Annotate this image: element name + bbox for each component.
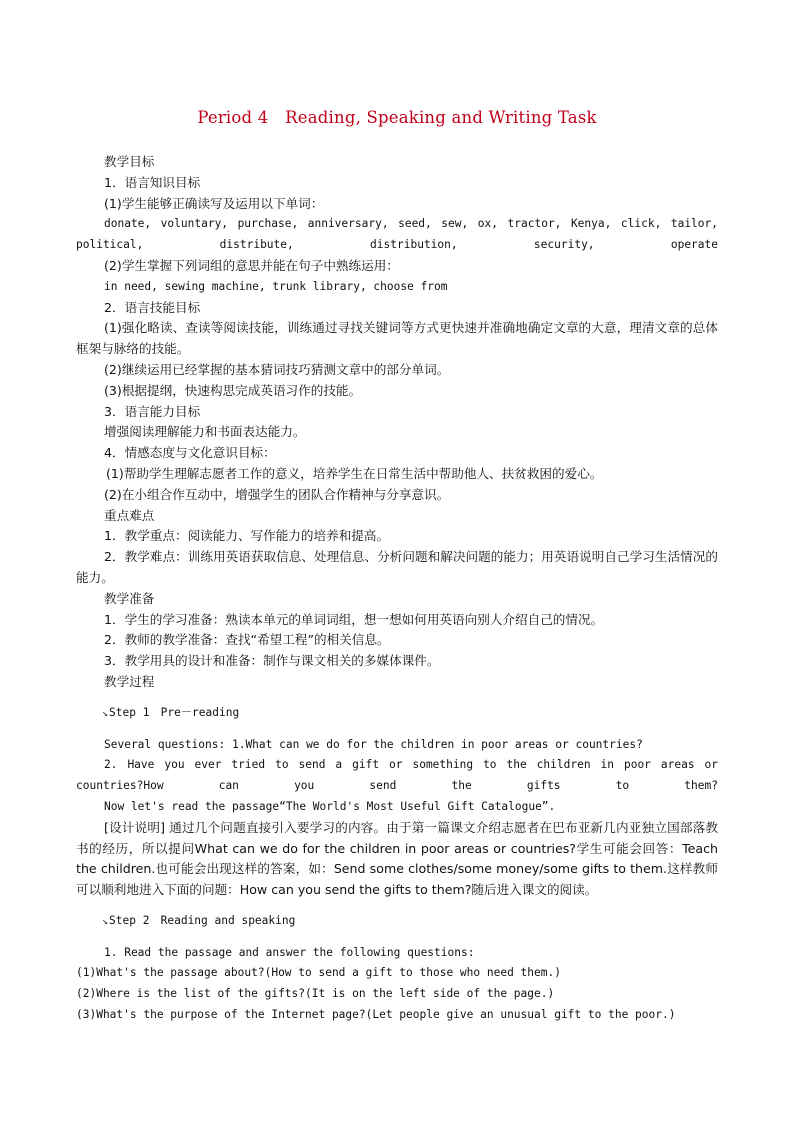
section-heading-key-points: 重点难点 [104,507,155,523]
paragraph: 3．教学用具的设计和准备：制作与课文相关的多媒体课件。 [104,653,440,669]
step-arrow-icon: ↘ [102,915,109,927]
paragraph: (1)学生能够正确读写及运用以下单词： [104,195,324,211]
paragraph: 1. Read the passage and answer the following questions: [104,945,475,959]
paragraph: (1)强化略读、查读等阅读技能，训练通过寻找关键词等方式更快速并准确地确定文章的大意，理清文章的总体框架与脉络的技能。 [76,320,718,357]
document-title: Period 4 Reading, Speaking and Writing Task [197,108,597,127]
paragraph: 增强阅读理解能力和书面表达能力。 [104,424,306,440]
section-heading-objectives: 教学目标 [104,154,155,169]
paragraph: 1．教学重点：阅读能力、写作能力的培养和提高。 [104,528,390,544]
step-heading-1 [76,703,718,725]
vocabulary-list: donate, voluntary, purchase, anniversary, seed, sew, ox, tractor, Kenya, click, tailor, political, distribute, distribution, security, operate [76,217,718,252]
subheading-attitude: 4．情感态度与文化意识目标： [104,445,276,461]
document-body [76,152,718,1026]
step-title: Step 1 Pre－reading [109,705,240,719]
paragraph: (3)根据提纲，快速构思完成英语习作的技能。 [104,382,362,398]
step-heading-2 [76,911,718,933]
section-heading-process: 教学过程 [104,673,155,689]
subheading-knowledge: 1．语言知识目标 [104,174,201,190]
subheading-skills: 2．语言技能目标 [104,299,201,315]
paragraph: 2. Have you ever tried to send a gift or something to the children in poor areas or countries?How can you send the gifts to them? [76,758,718,793]
step-title: Step 2 Reading and speaking [109,913,296,927]
question-item: (1)What's the passage about?(How to send a gift to those who need them.) [76,966,561,980]
paragraph: 2．教师的教学准备：查找“希望工程”的相关信息。 [104,632,390,648]
subheading-ability: 3．语言能力目标 [104,403,201,419]
section-heading-preparation: 教学准备 [104,590,155,606]
paragraph: (1)帮助学生理解志愿者工作的意义，培养学生在日常生活中帮助他人、扶贫救困的爱心。 [106,465,603,481]
design-note: [设计说明] 通过几个问题直接引入要学习的内容。由于第一篇课文介绍志愿者在巴布亚新几内亚独立国部落教书的经历，所以提问What can we do for the children in poor areas or countries?学生可能会回答：Teach the children.也可能会出现这样的答案，如：Send some clothes/some money/some gifts to them.这样教师可以顺利地进入下面的问题：How can you send the gifts to them?随后进入课文的阅读。 [76,819,718,898]
paragraph: (2)在小组合作互动中，增强学生的团队合作精神与分享意识。 [104,486,450,502]
paragraph: Now let's read the passage“The World's Most Useful Gift Catalogue”. [104,799,556,813]
paragraph: 1．学生的学习准备：熟读本单元的单词词组，想一想如何用英语向别人介绍自己的情况。 [104,611,604,627]
step-arrow-icon: ↘ [102,707,109,719]
phrase-list: in need, sewing machine, trunk library, choose from [104,279,448,293]
paragraph: 2．教学难点：训练用英语获取信息、处理信息、分析问题和解决问题的能力；用英语说明自己学习生活情况的能力。 [76,549,718,585]
paragraph: (2)继续运用已经掌握的基本猜词技巧猜测文章中的部分单词。 [104,361,450,377]
paragraph: (2)学生掌握下列词组的意思并能在句子中熟练运用： [104,257,399,273]
paragraph: Several questions: 1.What can we do for the children in poor areas or countries? [104,737,643,751]
question-item: (3)What's the purpose of the Internet page?(Let people give an unusual gift to the poor.) [76,1008,676,1022]
question-item: (2)Where is the list of the gifts?(It is on the left side of the page.) [76,987,555,1001]
